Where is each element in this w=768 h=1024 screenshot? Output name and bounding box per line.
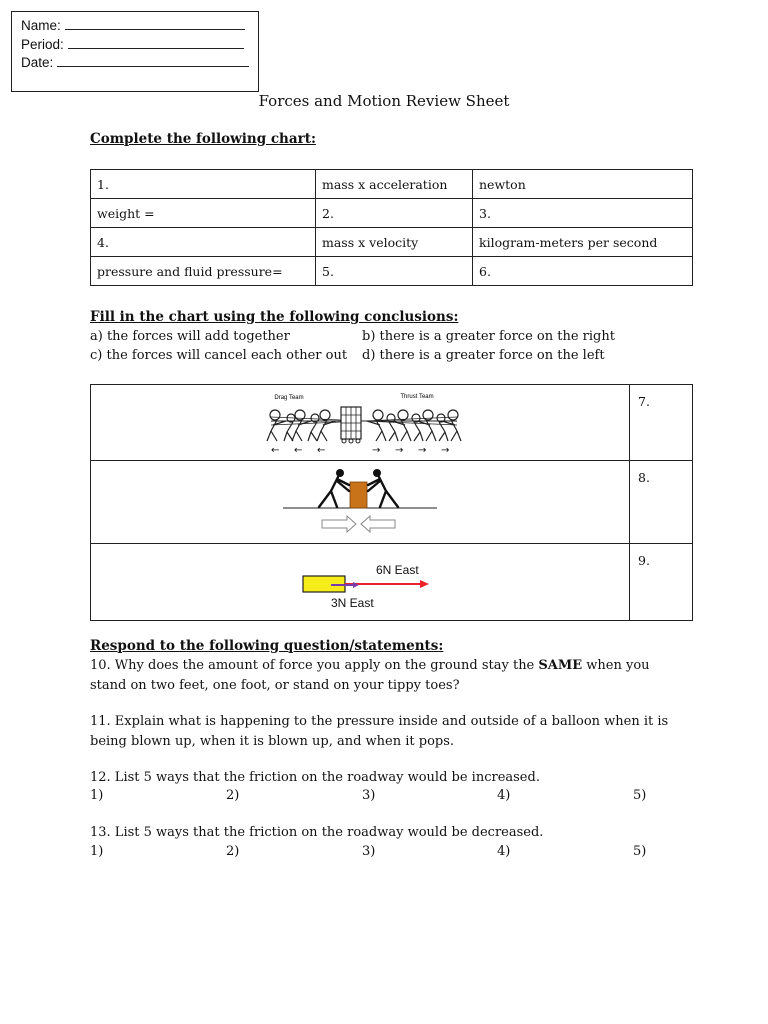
conclusion-c: c) the forces will cancel each other out [90,348,348,363]
name-label: Name: [21,18,61,33]
question-13: 13. List 5 ways that the friction on the roadway would be decreased. [90,825,544,840]
chart-cell[interactable]: 5. [316,257,473,286]
conclusions-heading: Fill in the chart using the following conclusions: [90,309,459,325]
chart-cell: 1. [91,170,316,199]
page-title: Forces and Motion Review Sheet [258,92,510,110]
chart-cell: mass x acceleration [316,170,473,199]
pusher-right [368,469,398,507]
chart-row [91,257,693,286]
q12-answer-3[interactable]: 3) [362,788,376,803]
forces-row [91,461,693,544]
q13-answer-2[interactable]: 2) [226,844,240,859]
answer-9-cell[interactable]: 9. [630,544,693,621]
question-10-text: 10. Why does the amount of force you apply on the ground stay the [90,658,539,673]
chart-row [91,228,693,257]
conclusion-d: d) there is a greater force on the left [362,348,605,363]
forces-row [91,385,693,461]
direction-arrows [271,445,449,456]
q13-answer-4[interactable]: 4) [497,844,511,859]
chart-cell[interactable]: 3. [473,199,693,228]
thrust-team [367,410,461,441]
name-line[interactable] [21,17,245,35]
question-10-emphasis: SAME [538,658,583,673]
right-arrow-icon: → [441,445,450,456]
period-line[interactable] [21,36,244,54]
thrust-team-label: Thrust Team [400,394,434,400]
chart-cell[interactable]: 4. [91,228,316,257]
chart-heading: Complete the following chart: [90,131,316,147]
tug-of-war-cell [91,385,630,461]
crate-wheel [349,439,353,443]
date-blank[interactable] [57,54,249,67]
crate-wheel [342,439,346,443]
conclusion-b: b) there is a greater force on the right [362,329,615,344]
conclusion-a: a) the forces will add together [90,329,290,344]
crate [350,482,367,508]
left-arrow-icon: ← [317,445,326,456]
chart-cell[interactable]: 2. [316,199,473,228]
pusher-left [319,469,349,507]
right-arrow-icon: → [372,445,381,456]
left-outline-arrow-icon [361,516,395,532]
force-6n-label: 6N East [376,563,419,577]
question-10[interactable] [90,656,680,695]
q12-answer-1[interactable]: 1) [90,788,104,803]
chart-cell: weight = [91,199,316,228]
q13-answer-3[interactable]: 3) [362,844,376,859]
force-arrows-cell [91,544,630,621]
q13-answer-5[interactable]: 5) [633,844,647,859]
question-11[interactable]: 11. Explain what is happening to the pressure inside and outside of a balloon when it is being blown up, when it is blown up, and when it pops. [90,714,669,749]
chart-cell: mass x velocity [316,228,473,257]
answer-8-cell[interactable]: 8. [630,461,693,544]
right-arrow-icon: → [395,445,404,456]
left-arrow-icon: ← [271,445,280,456]
q12-answer-4[interactable]: 4) [497,788,511,803]
period-label: Period: [21,37,64,52]
chart-cell[interactable]: 6. [473,257,693,286]
q12-answer-2[interactable]: 2) [226,788,240,803]
combined-forces-illustration [91,544,628,620]
pushing-cell [91,461,630,544]
period-blank[interactable] [68,36,244,49]
date-line[interactable] [21,54,249,72]
crate-wheel [356,439,360,443]
q12-answer-5[interactable]: 5) [633,788,647,803]
force-3n-label: 3N East [331,596,374,610]
student-info-box [11,11,259,92]
name-blank[interactable] [65,17,245,30]
units-chart [90,169,693,286]
right-outline-arrow-icon [322,516,356,532]
chart-cell: pressure and fluid pressure= [91,257,316,286]
left-arrow-icon: ← [294,445,303,456]
answer-7-cell[interactable]: 7. [630,385,693,461]
chart-row [91,199,693,228]
tug-of-war-illustration [91,385,628,459]
balanced-push-illustration [91,461,628,543]
drag-team-label: Drag Team [274,395,304,401]
forces-chart [90,384,693,621]
drag-team [267,410,336,441]
chart-row [91,170,693,199]
forces-row [91,544,693,621]
questions-heading: Respond to the following question/statements: [90,638,444,654]
q13-answer-1[interactable]: 1) [90,844,104,859]
date-label: Date: [21,55,54,70]
question-10-text-end: when you stand on two feet, one foot, or stand on your tippy toes? [90,658,650,693]
right-arrow-icon: → [418,445,427,456]
chart-cell: newton [473,170,693,199]
chart-cell: kilogram-meters per second [473,228,693,257]
question-12: 12. List 5 ways that the friction on the roadway would be increased. [90,770,540,785]
